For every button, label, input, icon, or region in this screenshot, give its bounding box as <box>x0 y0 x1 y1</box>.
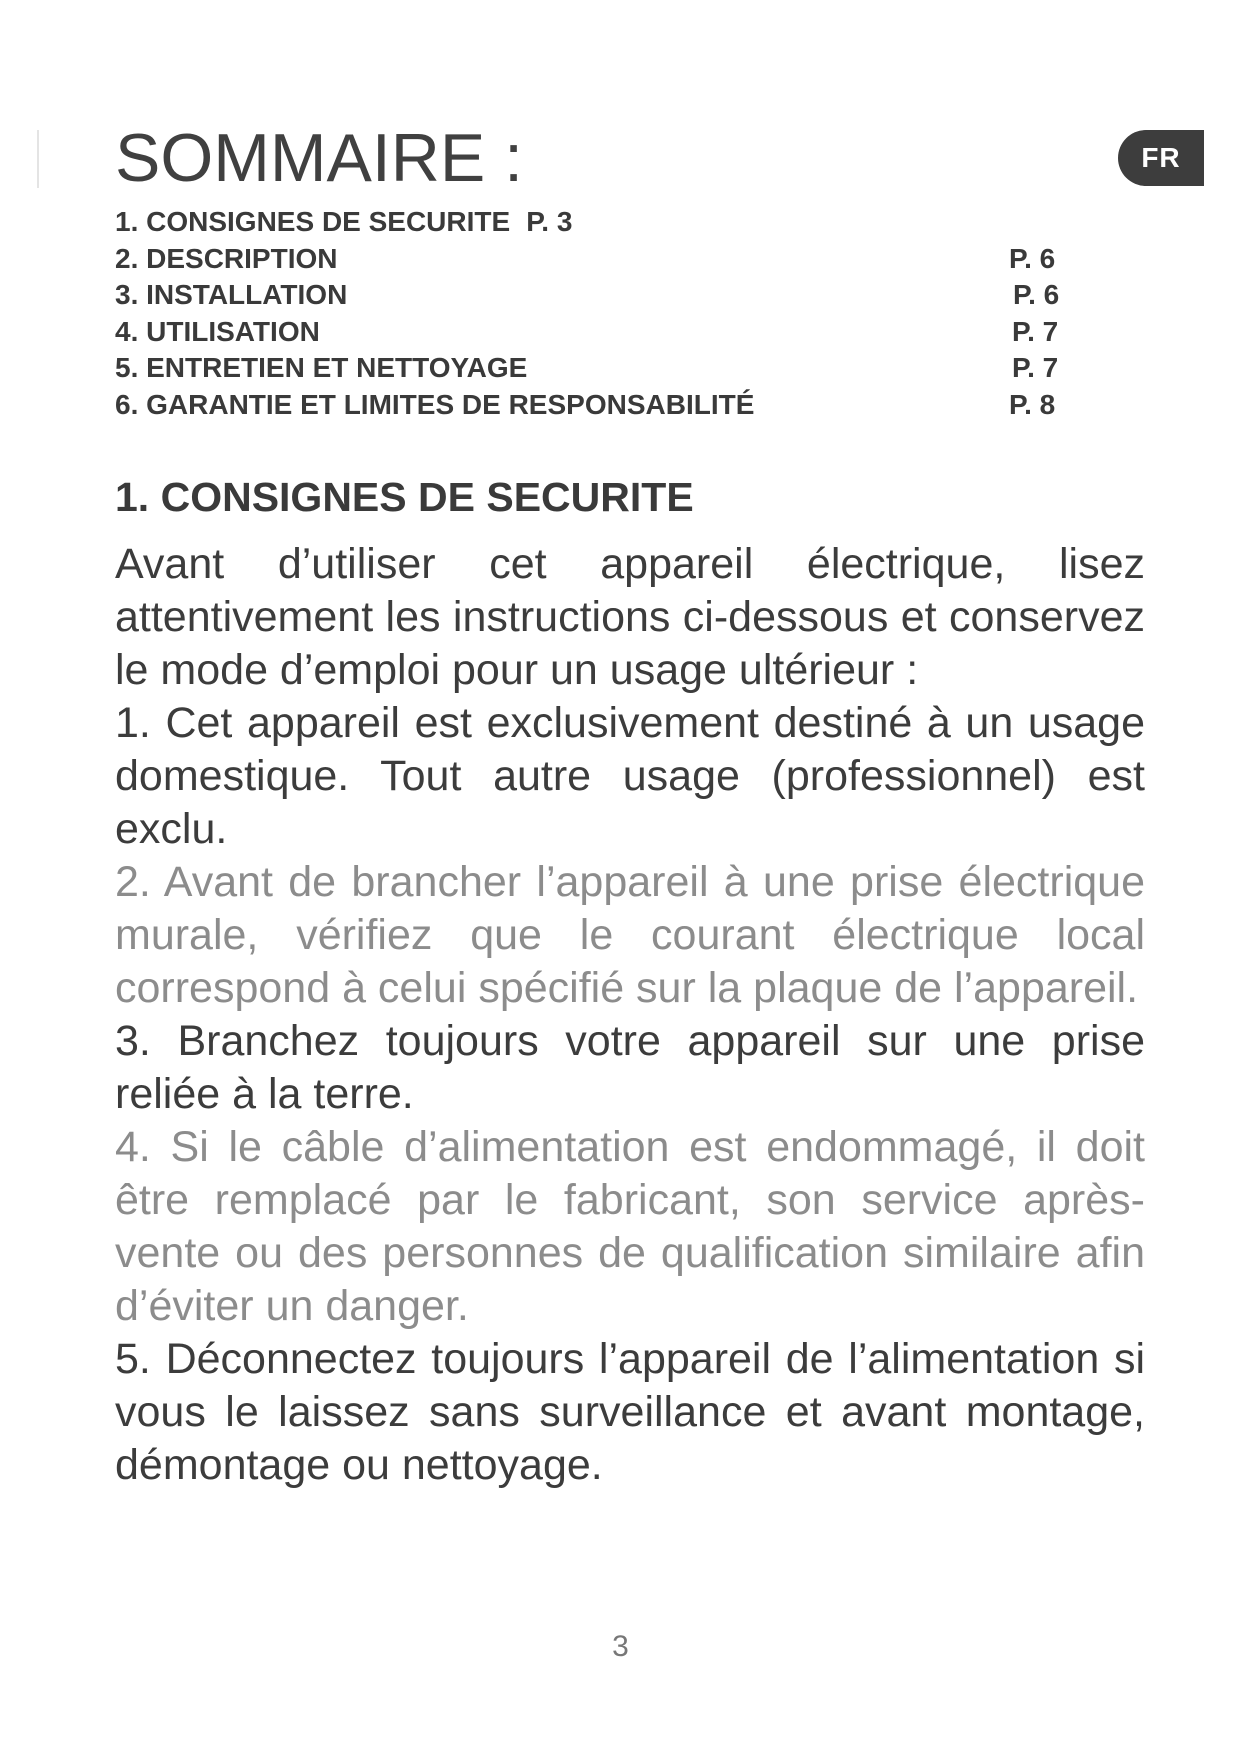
toc-item-entretien[interactable] <box>115 350 1075 387</box>
toc-item-garantie[interactable] <box>115 387 1075 424</box>
toc-item-page: P. 7 <box>1012 315 1059 347</box>
toc-item-page: P. 8 <box>1009 388 1056 420</box>
toc-item-consignes[interactable] <box>115 204 1075 241</box>
page-title: SOMMAIRE : <box>115 120 524 196</box>
toc-item-page: P. 6 <box>1009 242 1056 274</box>
toc-item-description[interactable] <box>115 241 1075 278</box>
instruction-item: 4. Si le câble d’alimentation est endommagé, il doit être remplacé par le fabricant, son service après-vente ou des personnes de qualification similaire afin d’éviter un danger. <box>115 1123 1145 1330</box>
margin-rule <box>37 130 39 188</box>
toc-item-label: 1. CONSIGNES DE SECURITE <box>115 206 511 237</box>
toc-item-installation[interactable] <box>115 277 1075 314</box>
instruction-item: 5. Déconnectez toujours l’appareil de l’alimentation si vous le laissez sans surveillance et avant montage, démontage ou nettoyage. <box>115 1335 1145 1489</box>
intro-paragraph: Avant d’utiliser cet appareil électrique, lisez attentivement les instructions ci-dessous et conservez le mode d’emploi pour un usage ultérieur : <box>115 540 1145 694</box>
page-number: 3 <box>612 1630 629 1663</box>
toc-item-label: 4. UTILISATION <box>115 315 320 347</box>
safety-instructions <box>115 538 1145 1492</box>
toc-item-label: 6. GARANTIE ET LIMITES DE RESPONSABILITÉ <box>115 388 755 420</box>
instruction-item: 2. Avant de brancher l’appareil à une prise électrique murale, vérifiez que le courant électrique local correspond à celui spécifié sur la plaque de l’appareil. <box>115 858 1145 1012</box>
instruction-item: 3. Branchez toujours votre appareil sur une prise reliée à la terre. <box>115 1017 1145 1118</box>
toc-item-label: 5. ENTRETIEN ET NETTOYAGE <box>115 352 528 384</box>
toc-item-label: 2. DESCRIPTION <box>115 242 338 274</box>
toc-item-utilisation[interactable] <box>115 314 1075 351</box>
language-badge: FR <box>1118 130 1204 186</box>
table-of-contents <box>115 204 1075 424</box>
section-heading: 1. CONSIGNES DE SECURITE <box>115 474 694 520</box>
toc-item-page: P. 7 <box>1012 352 1059 384</box>
toc-item-label: 3. INSTALLATION <box>115 279 348 311</box>
instruction-item: 1. Cet appareil est exclusivement destiné à un usage domestique. Tout autre usage (professionnel) est exclu. <box>115 699 1145 853</box>
toc-item-page: P. 3 <box>526 206 573 237</box>
toc-item-page: P. 6 <box>1013 279 1060 311</box>
